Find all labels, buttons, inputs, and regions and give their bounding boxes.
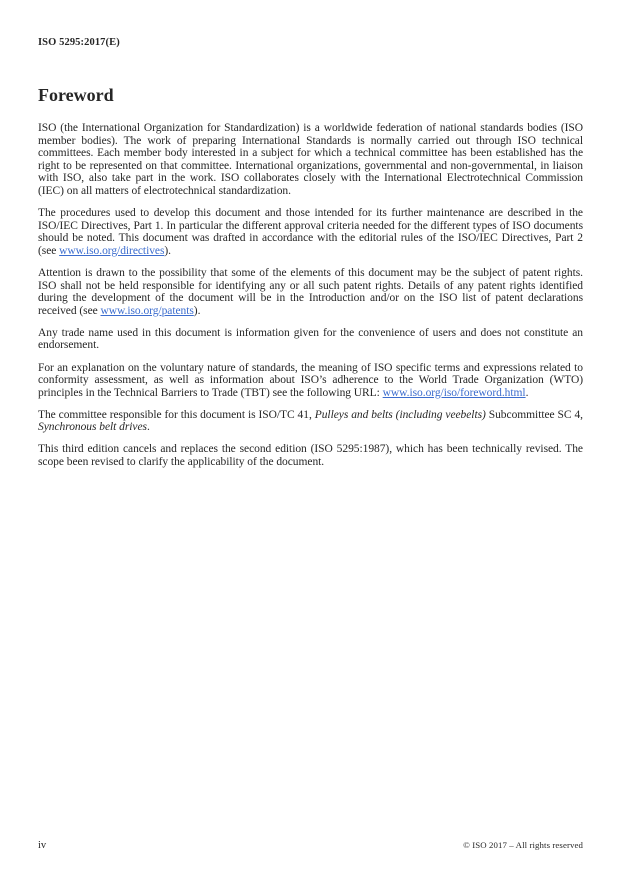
- paragraph: This third edition cancels and replaces the second edition (ISO 5295:1987), which has been technically revised. The scope been revised to clarify the applicability of the document.: [38, 443, 583, 469]
- page-footer: [0, 840, 620, 851]
- paragraph: The procedures used to develop this document and those intended for its further maintenance are described in the ISO/IEC Directives, Part 1. In particular the different approval criteria needed for the different types of ISO documents should be noted. This document was drafted in accordance with the editorial rules of the ISO/IEC Directives, Part 2 (see www.iso.org/directives).: [38, 207, 583, 257]
- link-iso-foreword[interactable]: www.iso.org/iso/foreword.html: [382, 386, 526, 399]
- italic-text: Synchronous belt drives: [38, 421, 147, 434]
- paragraph: ISO (the International Organization for Standardization) is a worldwide federation of national standards bodies (ISO member bodies). The work of preparing International Standards is normally carried out through ISO technical committees. Each member body interested in a subject for which a technical committee has been established has the right to be represented on that committee. International organizations, governmental and non-governmental, in liaison with ISO, also take part in the work. ISO collaborates closely with the International Electrotechnical Commission (IEC) on all matters of electrotechnical standardization.: [38, 122, 583, 197]
- paragraph: Attention is drawn to the possibility that some of the elements of this document may be the subject of patent rights. ISO shall not be held responsible for identifying any or all such patent rights. Details of any patent rights identified during the development of the document will be in the Introduction and/or on the ISO list of patent declarations received (see www.iso.org/patents).: [38, 266, 583, 317]
- paragraph: The committee responsible for this document is ISO/TC 41, Pulleys and belts (including veebelts) Subcommittee SC 4, Synchronous belt drives.: [38, 408, 583, 434]
- foreword-paragraphs: [38, 122, 583, 478]
- copyright-notice: © ISO 2017 – All rights reserved: [463, 840, 583, 850]
- link-iso-patents[interactable]: www.iso.org/patents: [100, 304, 194, 317]
- paragraph: For an explanation on the voluntary nature of standards, the meaning of ISO specific terms and expressions related to conformity assessment, as well as information about ISO’s adherence to the World Trade Organization (WTO) principles in the Technical Barriers to Trade (TBT) see the following URL: www.iso.org/iso/foreword.html.: [38, 361, 583, 399]
- document-reference-header: ISO 5295:2017(E): [38, 37, 120, 48]
- paragraph: Any trade name used in this document is information given for the convenience of users and does not constitute an endorsement.: [38, 326, 583, 352]
- link-iso-directives[interactable]: www.iso.org/directives: [59, 244, 165, 257]
- italic-text: Pulleys and belts (including veebelts): [314, 408, 486, 421]
- page-title: Foreword: [38, 85, 114, 105]
- page-number: iv: [38, 840, 47, 851]
